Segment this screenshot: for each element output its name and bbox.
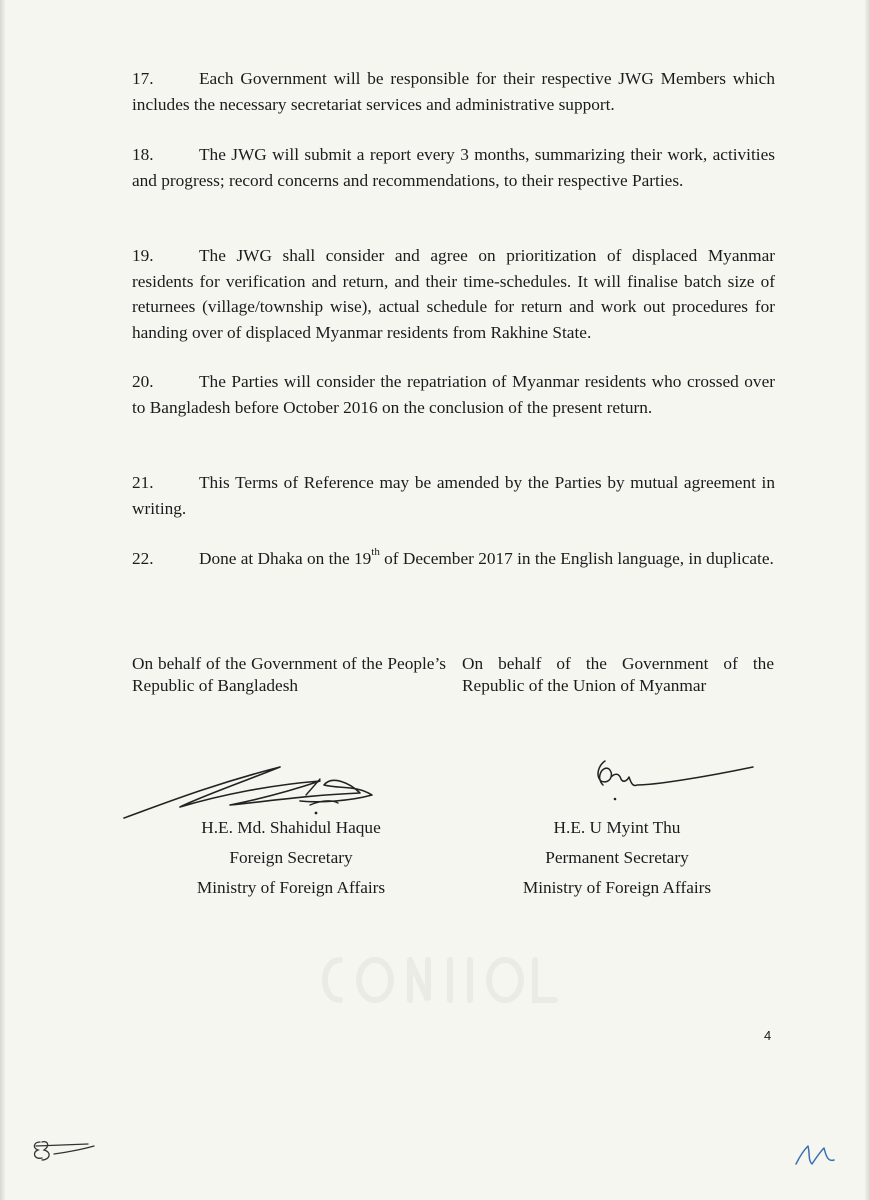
paragraph-number: 20. [132, 372, 154, 391]
paragraph-21 [132, 470, 775, 521]
paragraph-text-end: of December 2017 in the English language, in duplicate. [379, 549, 774, 568]
paragraph-18 [132, 142, 775, 193]
left-behalf-statement: On behalf of the Government of the People’s Republic of Bangladesh [132, 654, 446, 695]
paragraph-17 [132, 66, 775, 117]
paragraph-number: 19. [132, 246, 154, 265]
paragraph-number: 21. [132, 473, 154, 492]
right-signatory-name: H.E. U Myint Thu [553, 818, 681, 837]
right-margin-initial-icon [790, 1138, 850, 1170]
paragraph-19 [132, 243, 775, 345]
right-signatory-title: Permanent Secretary [545, 848, 689, 867]
left-signatory-name: H.E. Md. Shahidul Haque [201, 818, 381, 837]
paragraph-number: 22. [132, 549, 154, 568]
page-number: 4 [764, 1028, 772, 1043]
paragraph-text: The JWG shall consider and agree on prioritization of displaced Myanmar residents for verification and return, and their time-schedules. It will finalise batch size of returnees (village/township wise), actual schedule for return and work out procedures for handing over of displaced Myanmar residents from Rakhine State. [132, 246, 775, 342]
bangladesh-signature-icon [120, 755, 390, 825]
left-signatory-ministry: Ministry of Foreign Affairs [196, 878, 386, 897]
embossed-seal-watermark-icon [300, 940, 580, 1020]
paragraph-22 [132, 546, 775, 572]
left-margin-initial-icon [28, 1132, 100, 1166]
paragraph-text: Each Government will be responsible for their respective JWG Members which includes the necessary secretariat services and administrative support. [132, 69, 775, 114]
left-signatory-title: Foreign Secretary [229, 848, 353, 867]
paragraph-text: The JWG will submit a report every 3 months, summarizing their work, activities and progress; record concerns and recommendations, to their respective Parties. [132, 145, 775, 190]
paragraph-20 [132, 369, 775, 420]
right-behalf-statement: On behalf of the Government of the Republic of the Union of Myanmar [462, 654, 774, 695]
myanmar-signature-icon [585, 755, 760, 805]
paragraph-number: 17. [132, 69, 154, 88]
left-edge-shadow [0, 0, 6, 1200]
paragraph-text: This Terms of Reference may be amended by the Parties by mutual agreement in writing. [132, 473, 775, 518]
date-superscript: th [371, 546, 380, 559]
right-signatory-ministry: Ministry of Foreign Affairs [522, 878, 712, 897]
paragraph-number: 18. [132, 145, 154, 164]
right-edge-shadow [864, 0, 870, 1200]
paragraph-text: The Parties will consider the repatriation of Myanmar residents who crossed over to Bangladesh before October 2016 on the conclusion of the present return. [132, 372, 775, 417]
paragraph-text-start: Done at Dhaka on the 19 [199, 549, 372, 568]
